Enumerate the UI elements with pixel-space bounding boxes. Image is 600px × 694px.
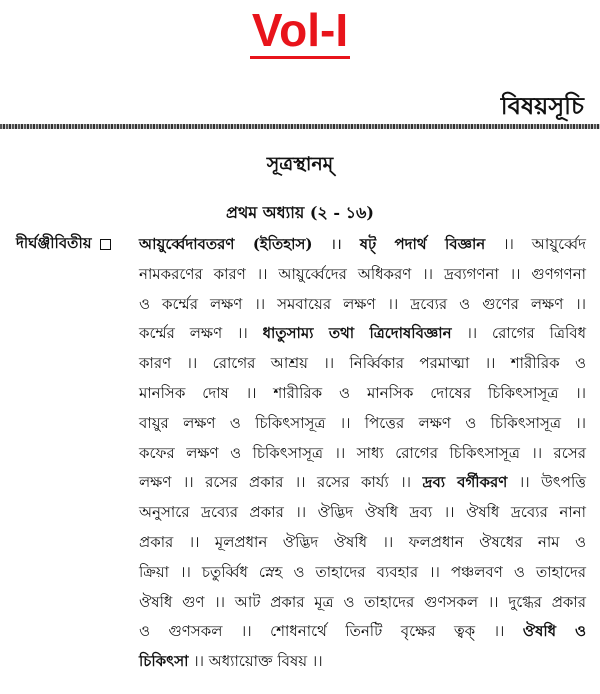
topic-heading-text: দ্রব্য বর্গীকরণ (422, 473, 508, 492)
topic-line (139, 230, 586, 260)
topic-text: বায়ুর লক্ষণ ও চিকিৎসাসূত্র ।। পিত্তের লক্ষণ ও চিকিৎসাসূত্র ।। (139, 413, 586, 432)
topic-heading-text: আয়ুর্ব্বেদাবতরণ (ইতিহাস) (139, 235, 313, 253)
topic-text: ঔষধি গুণ ।। আট প্রকার মূত্র ও তাহাদের গুণসকল ।। দুগ্ধের প্রকার (139, 592, 586, 611)
topic-text: ।। অধ্যায়োক্ত বিষয় ।। (188, 652, 323, 671)
topic-heading-text: ঔষধি ও (522, 622, 586, 641)
topic-text: ক্রিয়া ।। চতুর্ব্বিধ স্নেহ ও তাহাদের ব্যবহার ।। পঞ্চলবণ ও তাহাদের (139, 562, 586, 581)
volume-label: Vol-I (250, 4, 350, 59)
section-title: সূত্রস্থানম্ (266, 153, 334, 175)
topic-heading-text: ধাতুসাম্য তথা ত্রিদোষবিজ্ঞান (262, 324, 452, 343)
chapter-name-label (16, 232, 111, 257)
topic-text: কর্ম্মের লক্ষণ ।। (139, 324, 263, 343)
square-bullet-icon (100, 239, 111, 250)
topic-heading-text: ষট্ পদার্থ বিজ্ঞান (359, 235, 486, 253)
topic-line (139, 617, 586, 647)
topic-text: কফের লক্ষণ ও চিকিৎসাসূত্র ।। সাধ্য রোগের চিকিৎসাসূত্র ।। রসের (139, 443, 586, 462)
chapter-title: প্রথম অধ্যায় (২ - ১৬) (226, 203, 374, 222)
topic-line (139, 290, 586, 320)
topic-text: ।। আয়ুর্ব্বেদ (485, 235, 586, 253)
chapter-topics (139, 230, 586, 677)
topic-text: কারণ ।। রোগের আশ্রয় ।। নির্ব্বিকার পরমাত্মা ।। শারীরিক ও (139, 354, 586, 373)
contents-title: বিষয়সূচি (500, 91, 584, 120)
topic-text: প্রকার ।। মূলপ্রধান ঔদ্ভিদ ঔষধি ।। ফলপ্রধান ঔষধের নাম ও (139, 532, 586, 551)
header-rule (0, 124, 600, 129)
topic-text: ।। রোগের ত্রিবিধ (451, 324, 587, 343)
chapter-name: দীর্ঘঞ্জীবিতীয় (16, 234, 92, 252)
topic-line (139, 349, 586, 379)
topic-line (139, 468, 586, 498)
topic-text: ।। উৎপত্তি (507, 473, 586, 492)
volume-heading (0, 4, 600, 59)
topic-line (139, 379, 586, 409)
topic-line (139, 260, 586, 290)
topic-line (139, 558, 586, 588)
topic-line (139, 498, 586, 528)
topic-text: ।। (312, 235, 360, 253)
topic-text: ও কর্ম্মের লক্ষণ ।। সমবায়ের লক্ষণ ।। দ্রব্যের ও গুণের লক্ষণ ।। (139, 294, 586, 313)
topic-text: অনুসারে দ্রব্যের প্রকার ।। ঔদ্ভিদ ঔষধি দ্রব্য ।। ঔষধি দ্রব্যের নানা (139, 503, 586, 522)
topic-line (139, 319, 586, 349)
topic-text: মানসিক দোষ ।। শারীরিক ও মানসিক দোষের চিকিৎসাসূত্র ।। (139, 383, 586, 402)
topic-line (139, 588, 586, 618)
topic-text: ও গুণসকল ।। শোধনার্থে তিনটি বৃক্ষের ত্বক্ ।। (139, 622, 523, 641)
topic-line (139, 439, 586, 469)
topic-text: নামকরণের কারণ ।। আয়ুর্ব্বেদের অধিকরণ ।। দ্রব্যগণনা ।। গুণগণনা (139, 264, 586, 283)
topic-line (139, 647, 586, 677)
topic-line (139, 409, 586, 439)
topic-line (139, 528, 586, 558)
topic-text: লক্ষণ ।। রসের প্রকার ।। রসের কার্য্য ।। (139, 473, 423, 492)
topic-heading-text: চিকিৎসা (139, 652, 189, 671)
